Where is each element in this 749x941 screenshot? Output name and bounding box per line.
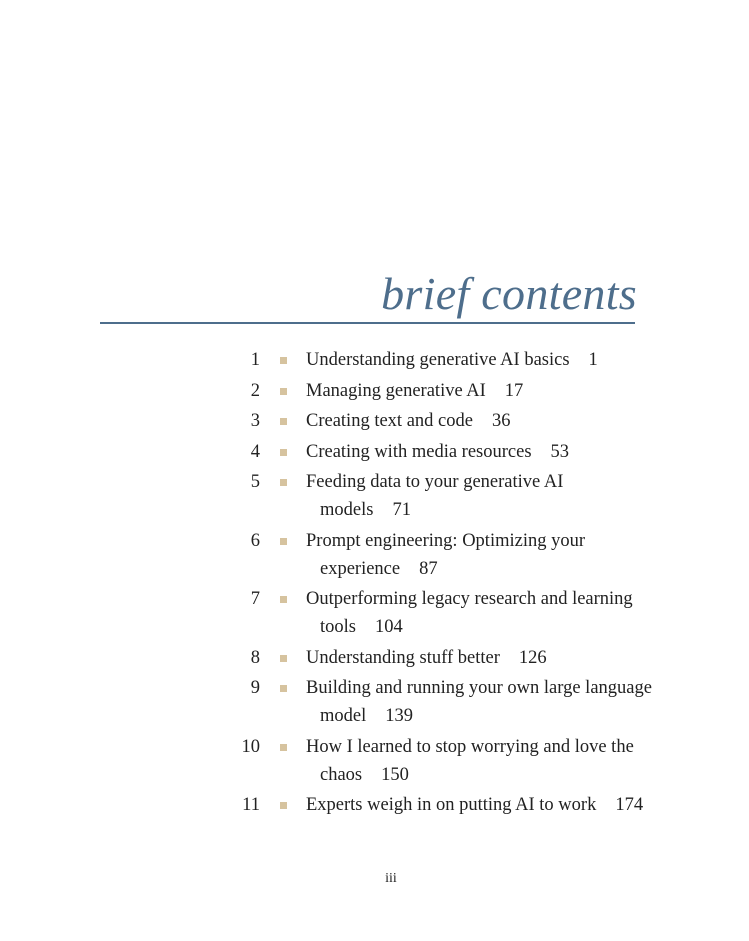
toc-entry[interactable] bbox=[232, 377, 652, 405]
bullet-icon bbox=[260, 377, 306, 395]
chapter-number: 10 bbox=[241, 736, 260, 757]
toc-entry[interactable] bbox=[232, 527, 652, 583]
page-number: 53 bbox=[550, 441, 570, 462]
bullet-icon bbox=[260, 468, 306, 486]
toc-entry[interactable] bbox=[232, 346, 652, 374]
chapter-number: 4 bbox=[250, 441, 260, 462]
chapter-number: 6 bbox=[250, 530, 260, 551]
chapter-number: 5 bbox=[250, 472, 260, 492]
chapter-number: 11 bbox=[242, 795, 260, 815]
title-rule bbox=[100, 322, 635, 324]
chapter-title[interactable]: Creating text and code bbox=[306, 411, 473, 431]
chapter-title[interactable]: Managing generative AI bbox=[306, 380, 486, 401]
table-of-contents bbox=[232, 346, 652, 822]
page-number: 139 bbox=[385, 706, 413, 726]
chapter-number: 3 bbox=[250, 411, 260, 431]
bullet-icon bbox=[260, 644, 306, 662]
chapter-number: 7 bbox=[250, 589, 260, 609]
bullet-icon bbox=[260, 674, 306, 692]
page-number: 126 bbox=[518, 647, 547, 668]
bullet-icon bbox=[260, 346, 306, 364]
page-folio: iii bbox=[385, 871, 397, 886]
bullet-icon bbox=[260, 585, 306, 603]
toc-entry[interactable] bbox=[232, 438, 652, 466]
chapter-title[interactable]: Building and running your own large language model bbox=[306, 678, 652, 726]
chapter-title[interactable]: Feeding data to your generative AI models bbox=[306, 472, 564, 520]
bullet-icon bbox=[260, 407, 306, 425]
chapter-title[interactable]: Understanding generative AI basics bbox=[306, 350, 570, 370]
toc-entry[interactable] bbox=[232, 468, 652, 524]
toc-entry[interactable] bbox=[232, 791, 652, 819]
chapter-number: 1 bbox=[250, 350, 260, 370]
chapter-title[interactable]: Creating with media resources bbox=[306, 441, 532, 462]
page-number: 174 bbox=[615, 795, 644, 815]
page-number: 36 bbox=[491, 411, 511, 431]
toc-entry[interactable] bbox=[232, 407, 652, 435]
toc-entry[interactable] bbox=[232, 644, 652, 672]
bullet-icon bbox=[260, 438, 306, 456]
page-number: 71 bbox=[392, 500, 411, 520]
chapter-number: 2 bbox=[250, 380, 260, 401]
page-number: 1 bbox=[588, 350, 598, 370]
chapter-title[interactable]: Prompt engineering: Optimizing your experience bbox=[306, 530, 585, 579]
page-number: 150 bbox=[381, 764, 409, 785]
toc-entry[interactable] bbox=[232, 585, 652, 641]
toc-entry[interactable] bbox=[232, 674, 652, 730]
bullet-icon bbox=[260, 733, 306, 751]
page-number: 17 bbox=[504, 380, 524, 401]
chapter-number: 9 bbox=[250, 678, 260, 698]
page-number: 104 bbox=[374, 617, 403, 637]
page-number: 87 bbox=[419, 558, 438, 579]
bullet-icon bbox=[260, 527, 306, 545]
chapter-title[interactable]: How I learned to stop worrying and love the chaos bbox=[306, 736, 634, 785]
toc-entry[interactable] bbox=[232, 733, 652, 789]
chapter-title[interactable]: Understanding stuff better bbox=[306, 647, 500, 668]
chapter-title[interactable]: Outperforming legacy research and learning tools bbox=[306, 589, 633, 637]
chapter-number: 8 bbox=[250, 647, 260, 668]
chapter-title[interactable]: Experts weigh in on putting AI to work bbox=[306, 795, 597, 815]
bullet-icon bbox=[260, 791, 306, 809]
page-title: brief contents bbox=[381, 268, 637, 319]
